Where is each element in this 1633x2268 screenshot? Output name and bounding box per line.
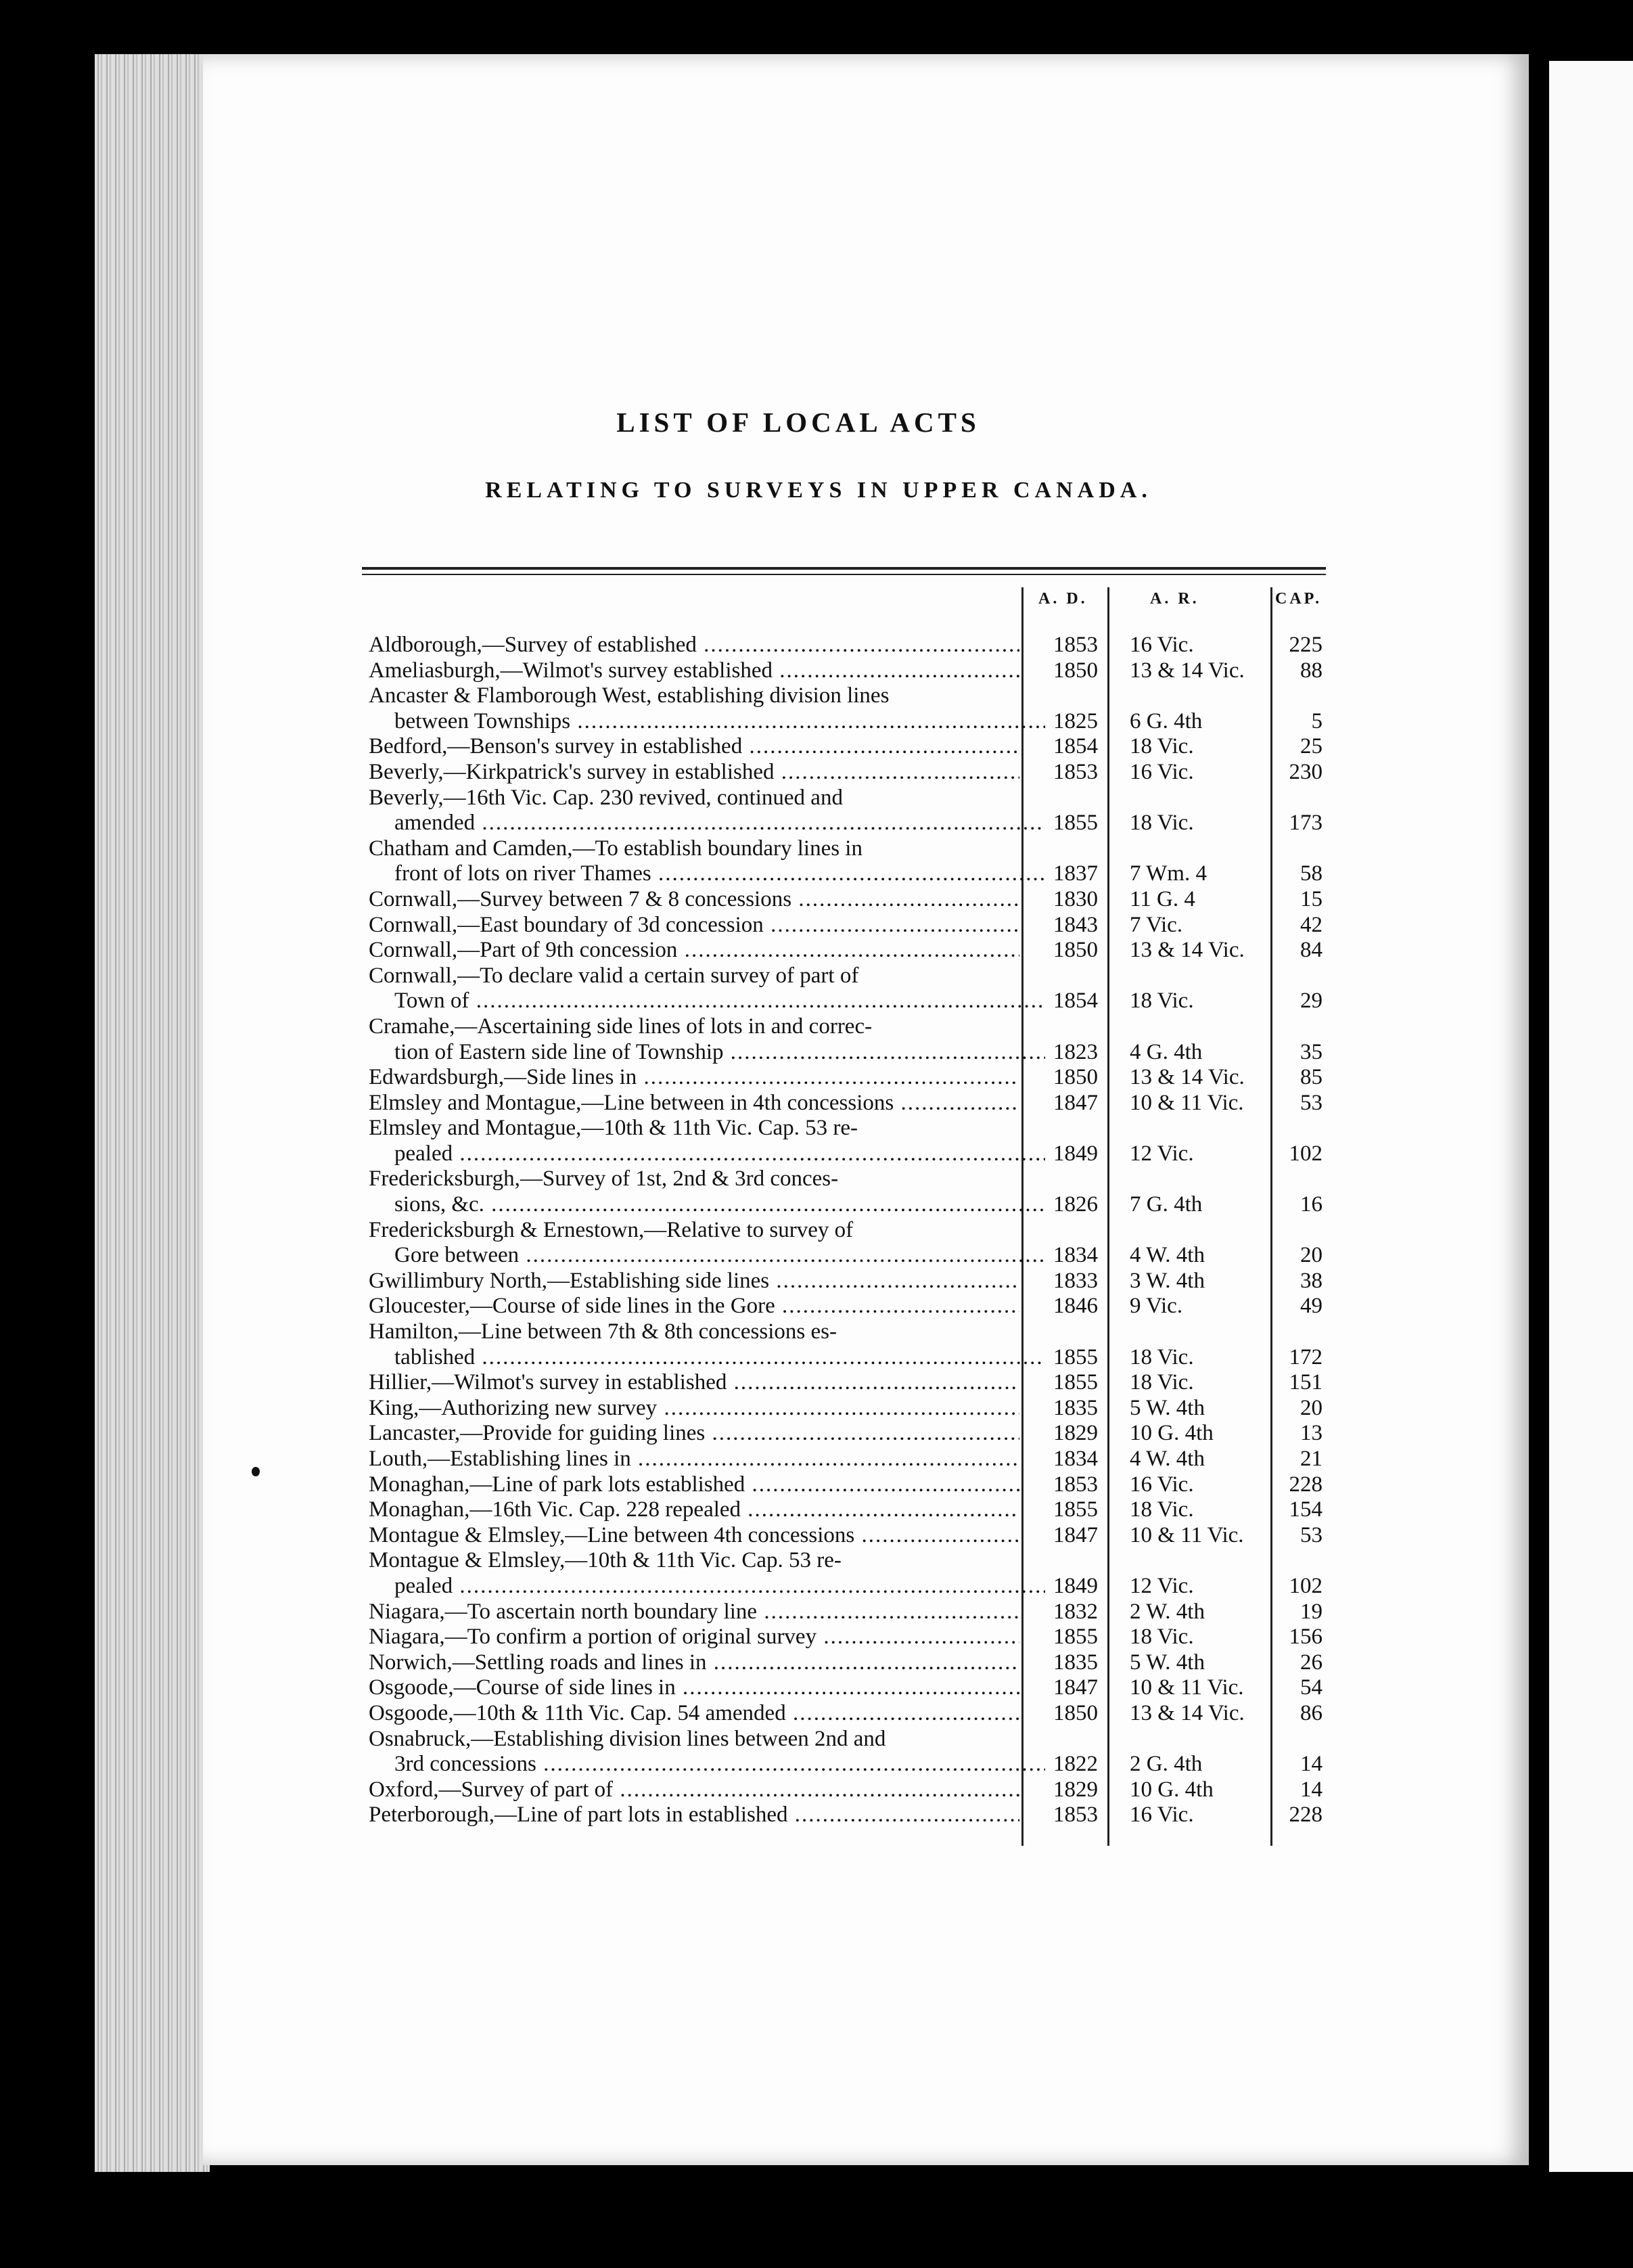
chapter-number: 154 — [1289, 1497, 1322, 1522]
year-ad: 1832 — [1053, 1599, 1098, 1624]
year-ad: 1834 — [1053, 1243, 1098, 1268]
regnal-year: 16 Vic. — [1130, 633, 1194, 657]
regnal-year: 13 & 14 Vic. — [1130, 1065, 1245, 1090]
table-row — [369, 1269, 1329, 1294]
chapter-number: 228 — [1289, 1472, 1322, 1497]
chapter-number: 35 — [1300, 1039, 1322, 1064]
table-row — [369, 1243, 1329, 1269]
table-row — [369, 1574, 1329, 1600]
act-name: Louth,—Establishing lines in ..... — [369, 1447, 1019, 1472]
header-rule-bottom — [362, 574, 1326, 575]
regnal-year: 18 Vic. — [1130, 1625, 1194, 1650]
chapter-number: 49 — [1300, 1294, 1322, 1319]
regnal-year: 18 Vic. — [1130, 734, 1194, 759]
chapter-number: 26 — [1300, 1650, 1322, 1675]
year-ad: 1850 — [1053, 658, 1098, 683]
table-row — [369, 963, 1329, 989]
act-name: Niagara,—To confirm a portion of original survey ..... — [369, 1625, 1019, 1650]
table-row — [369, 1727, 1329, 1752]
chapter-number: 228 — [1289, 1802, 1322, 1828]
act-name: Niagara,—To ascertain north boundary line ..... — [369, 1600, 1019, 1625]
year-ad: 1853 — [1053, 759, 1098, 784]
column-header-cap: CAP. — [1275, 590, 1322, 608]
year-ad: 1834 — [1053, 1447, 1098, 1471]
year-ad: 1854 — [1053, 989, 1098, 1014]
year-ad: 1846 — [1053, 1294, 1098, 1319]
year-ad: 1849 — [1053, 1141, 1098, 1166]
table-row — [369, 683, 1329, 709]
chapter-number: 19 — [1300, 1599, 1322, 1624]
year-ad: 1835 — [1053, 1395, 1098, 1420]
table-row — [369, 1166, 1329, 1192]
table-row — [369, 1014, 1329, 1040]
chapter-number: 151 — [1289, 1370, 1322, 1395]
regnal-year: 18 Vic. — [1130, 989, 1194, 1014]
chapter-number: 53 — [1300, 1522, 1322, 1547]
table-row — [369, 1701, 1329, 1727]
act-name: Fredericksburgh & Ernestown,—Relative to survey of — [369, 1217, 854, 1242]
regnal-year: 18 Vic. — [1130, 1344, 1194, 1369]
act-name: Montague & Elmsley,—Line between 4th concessions ..... — [369, 1523, 1019, 1549]
table-row — [369, 1091, 1329, 1116]
regnal-year: 10 G. 4th — [1130, 1777, 1214, 1802]
regnal-year: 7 Vic. — [1130, 912, 1183, 937]
chapter-number: 88 — [1300, 658, 1322, 683]
act-name: tablished ..... — [369, 1345, 1045, 1371]
year-ad: 1850 — [1053, 1700, 1098, 1725]
table-row — [369, 1802, 1329, 1828]
act-name: Elmsley and Montague,—Line between in 4th concessions ..... — [369, 1091, 1019, 1116]
regnal-year: 4 G. 4th — [1130, 1039, 1203, 1064]
act-name: Aldborough,—Survey of established ..... — [369, 633, 1019, 658]
table-row — [369, 709, 1329, 735]
year-ad: 1829 — [1053, 1421, 1098, 1446]
chapter-number: 38 — [1300, 1268, 1322, 1293]
act-name: Monaghan,—Line of park lots established ..... — [369, 1472, 1019, 1498]
year-ad: 1843 — [1053, 912, 1098, 937]
year-ad: 1822 — [1053, 1752, 1098, 1777]
act-name: Cornwall,—Survey between 7 & 8 concessions ..... — [369, 887, 1019, 913]
act-name: Hillier,—Wilmot's survey in established ..... — [369, 1370, 1019, 1396]
chapter-number: 16 — [1300, 1192, 1322, 1217]
act-name: Gwillimbury North,—Establishing side lines ..... — [369, 1269, 1019, 1294]
year-ad: 1847 — [1053, 1090, 1098, 1115]
chapter-number: 86 — [1300, 1700, 1322, 1725]
year-ad: 1854 — [1053, 734, 1098, 759]
regnal-year: 7 Wm. 4 — [1130, 861, 1207, 886]
column-header-ad: A. D. — [1038, 590, 1088, 608]
regnal-year: 4 W. 4th — [1130, 1447, 1205, 1471]
table-row — [369, 1065, 1329, 1091]
chapter-number: 102 — [1289, 1573, 1322, 1598]
act-name: Lancaster,—Provide for guiding lines ..... — [369, 1421, 1019, 1447]
table-row — [369, 760, 1329, 786]
table-row — [369, 887, 1329, 913]
regnal-year: 2 G. 4th — [1130, 1752, 1203, 1777]
act-name: Fredericksburgh,—Survey of 1st, 2nd & 3rd conces- — [369, 1166, 839, 1192]
regnal-year: 16 Vic. — [1130, 1472, 1194, 1497]
act-name: Norwich,—Settling roads and lines in ..... — [369, 1650, 1019, 1676]
act-name: Cramahe,—Ascertaining side lines of lots in and correc- — [369, 1014, 873, 1039]
regnal-year: 10 & 11 Vic. — [1130, 1090, 1244, 1115]
year-ad: 1850 — [1053, 1065, 1098, 1090]
act-name: amended ..... — [369, 811, 1045, 836]
header-rule-top — [362, 567, 1326, 570]
act-name: between Townships ..... — [369, 709, 1045, 735]
regnal-year: 16 Vic. — [1130, 759, 1194, 784]
chapter-number: 14 — [1300, 1777, 1322, 1802]
year-ad: 1853 — [1053, 1802, 1098, 1828]
act-name: 3rd concessions ..... — [369, 1752, 1045, 1777]
chapter-number: 42 — [1300, 912, 1322, 937]
chapter-number: 225 — [1289, 633, 1322, 657]
year-ad: 1847 — [1053, 1522, 1098, 1547]
table-row — [369, 1675, 1329, 1701]
year-ad: 1855 — [1053, 1344, 1098, 1369]
year-ad: 1847 — [1053, 1675, 1098, 1700]
table-row — [369, 1752, 1329, 1777]
act-name: Monaghan,—16th Vic. Cap. 228 repealed ..... — [369, 1497, 1019, 1523]
act-name: Ancaster & Flamborough West, establishing division lines — [369, 683, 890, 708]
acts-table — [369, 633, 1329, 1828]
act-name: pealed ..... — [369, 1574, 1045, 1600]
chapter-number: 172 — [1289, 1344, 1322, 1369]
chapter-number: 25 — [1300, 734, 1322, 759]
chapter-number: 173 — [1289, 811, 1322, 836]
regnal-year: 18 Vic. — [1130, 1497, 1194, 1522]
table-row — [369, 1294, 1329, 1319]
year-ad: 1833 — [1053, 1268, 1098, 1293]
act-name: pealed ..... — [369, 1141, 1045, 1167]
table-row — [369, 1370, 1329, 1396]
page-edge — [95, 54, 210, 2172]
table-row — [369, 1600, 1329, 1625]
act-name: Beverly,—Kirkpatrick's survey in established ..... — [369, 760, 1019, 786]
act-name: sions, &c. ..... — [369, 1192, 1045, 1218]
act-name: tion of Eastern side line of Township ..... — [369, 1040, 1045, 1066]
act-name: Oxford,—Survey of part of ..... — [369, 1777, 1019, 1803]
regnal-year: 4 W. 4th — [1130, 1243, 1205, 1268]
regnal-year: 10 G. 4th — [1130, 1421, 1214, 1446]
act-name: Osgoode,—Course of side lines in ..... — [369, 1675, 1019, 1701]
year-ad: 1855 — [1053, 1370, 1098, 1395]
table-row — [369, 1040, 1329, 1066]
facing-page-edge — [1549, 61, 1633, 2172]
chapter-number: 15 — [1300, 886, 1322, 911]
act-name: Osgoode,—10th & 11th Vic. Cap. 54 amended ..... — [369, 1701, 1019, 1727]
table-row — [369, 1345, 1329, 1371]
table-row — [369, 786, 1329, 811]
act-name: Montague & Elmsley,—10th & 11th Vic. Cap. 53 re- — [369, 1548, 842, 1573]
table-row — [369, 1141, 1329, 1167]
act-name: Cornwall,—To declare valid a certain survey of part of — [369, 963, 859, 988]
regnal-year: 18 Vic. — [1130, 811, 1194, 836]
table-row — [369, 1319, 1329, 1345]
act-name: Ameliasburgh,—Wilmot's survey established ..... — [369, 658, 1019, 684]
act-name: Bedford,—Benson's survey in established ..... — [369, 734, 1019, 760]
act-name: Osnabruck,—Establishing division lines between 2nd and — [369, 1726, 886, 1751]
chapter-number: 20 — [1300, 1243, 1322, 1268]
year-ad: 1855 — [1053, 1497, 1098, 1522]
regnal-year: 10 & 11 Vic. — [1130, 1675, 1244, 1700]
table-row — [369, 1497, 1329, 1523]
year-ad: 1853 — [1053, 633, 1098, 657]
act-name: Edwardsburgh,—Side lines in ..... — [369, 1065, 1019, 1091]
chapter-number: 14 — [1300, 1752, 1322, 1777]
chapter-number: 230 — [1289, 759, 1322, 784]
regnal-year: 13 & 14 Vic. — [1130, 658, 1245, 683]
act-name: Gloucester,—Course of side lines in the Gore ..... — [369, 1294, 1019, 1319]
table-row — [369, 1396, 1329, 1422]
act-name: front of lots on river Thames ..... — [369, 861, 1045, 887]
table-row — [369, 836, 1329, 862]
regnal-year: 12 Vic. — [1130, 1141, 1194, 1166]
chapter-number: 85 — [1300, 1065, 1322, 1090]
table-row — [369, 1218, 1329, 1244]
page-title: LIST OF LOCAL ACTS — [616, 407, 980, 438]
act-name: Beverly,—16th Vic. Cap. 230 revived, continued and — [369, 785, 843, 810]
chapter-number: 21 — [1300, 1447, 1322, 1471]
regnal-year: 12 Vic. — [1130, 1573, 1194, 1598]
year-ad: 1823 — [1053, 1039, 1098, 1064]
regnal-year: 16 Vic. — [1130, 1802, 1194, 1828]
year-ad: 1826 — [1053, 1192, 1098, 1217]
table-row — [369, 1777, 1329, 1803]
chapter-number: 20 — [1300, 1395, 1322, 1420]
year-ad: 1835 — [1053, 1650, 1098, 1675]
year-ad: 1855 — [1053, 811, 1098, 836]
table-row — [369, 1192, 1329, 1218]
regnal-year: 5 W. 4th — [1130, 1650, 1205, 1675]
act-name: Cornwall,—East boundary of 3d concession ..... — [369, 913, 1019, 938]
chapter-number: 58 — [1300, 861, 1322, 886]
act-name: Gore between ..... — [369, 1243, 1045, 1269]
year-ad: 1825 — [1053, 708, 1098, 733]
act-name: Hamilton,—Line between 7th & 8th concessions es- — [369, 1319, 837, 1344]
regnal-year: 11 G. 4 — [1130, 886, 1195, 911]
act-name: Elmsley and Montague,—10th & 11th Vic. Cap. 53 re- — [369, 1116, 858, 1141]
regnal-year: 3 W. 4th — [1130, 1268, 1205, 1293]
regnal-year: 10 & 11 Vic. — [1130, 1522, 1244, 1547]
regnal-year: 7 G. 4th — [1130, 1192, 1203, 1217]
regnal-year: 13 & 14 Vic. — [1130, 938, 1245, 963]
year-ad: 1855 — [1053, 1625, 1098, 1650]
table-row — [369, 861, 1329, 887]
act-name: Cornwall,—Part of 9th concession ..... — [369, 938, 1019, 963]
table-row — [369, 989, 1329, 1014]
column-header-ar: A. R. — [1150, 590, 1199, 608]
table-row — [369, 1116, 1329, 1141]
regnal-year: 2 W. 4th — [1130, 1599, 1205, 1624]
chapter-number: 156 — [1289, 1625, 1322, 1650]
year-ad: 1849 — [1053, 1573, 1098, 1598]
year-ad: 1829 — [1053, 1777, 1098, 1802]
table-row — [369, 658, 1329, 684]
table-row — [369, 1625, 1329, 1650]
table-row — [369, 1472, 1329, 1498]
chapter-number: 5 — [1311, 708, 1322, 733]
table-row — [369, 1650, 1329, 1676]
page-subtitle: RELATING TO SURVEYS IN UPPER CANADA. — [485, 478, 1152, 503]
table-row — [369, 811, 1329, 836]
year-ad: 1837 — [1053, 861, 1098, 886]
table-row — [369, 1447, 1329, 1472]
chapter-number: 13 — [1300, 1421, 1322, 1446]
table-row — [369, 1548, 1329, 1574]
act-name: Town of ..... — [369, 989, 1045, 1014]
chapter-number: 53 — [1300, 1090, 1322, 1115]
chapter-number: 29 — [1300, 989, 1322, 1014]
regnal-year: 5 W. 4th — [1130, 1395, 1205, 1420]
table-row — [369, 913, 1329, 938]
act-name: Peterborough,—Line of part lots in established ..... — [369, 1802, 1019, 1828]
regnal-year: 6 G. 4th — [1130, 708, 1203, 733]
regnal-year: 9 Vic. — [1130, 1294, 1183, 1319]
year-ad: 1850 — [1053, 938, 1098, 963]
chapter-number: 102 — [1289, 1141, 1322, 1166]
margin-mark — [252, 1467, 260, 1476]
regnal-year: 13 & 14 Vic. — [1130, 1700, 1245, 1725]
table-row — [369, 633, 1329, 658]
table-row — [369, 734, 1329, 760]
year-ad: 1830 — [1053, 886, 1098, 911]
table-row — [369, 1421, 1329, 1447]
table-row — [369, 938, 1329, 963]
regnal-year: 18 Vic. — [1130, 1370, 1194, 1395]
table-row — [369, 1523, 1329, 1549]
year-ad: 1853 — [1053, 1472, 1098, 1497]
chapter-number: 54 — [1300, 1675, 1322, 1700]
act-name: King,—Authorizing new survey ..... — [369, 1396, 1019, 1422]
act-name: Chatham and Camden,—To establish boundary lines in — [369, 836, 862, 861]
chapter-number: 84 — [1300, 938, 1322, 963]
